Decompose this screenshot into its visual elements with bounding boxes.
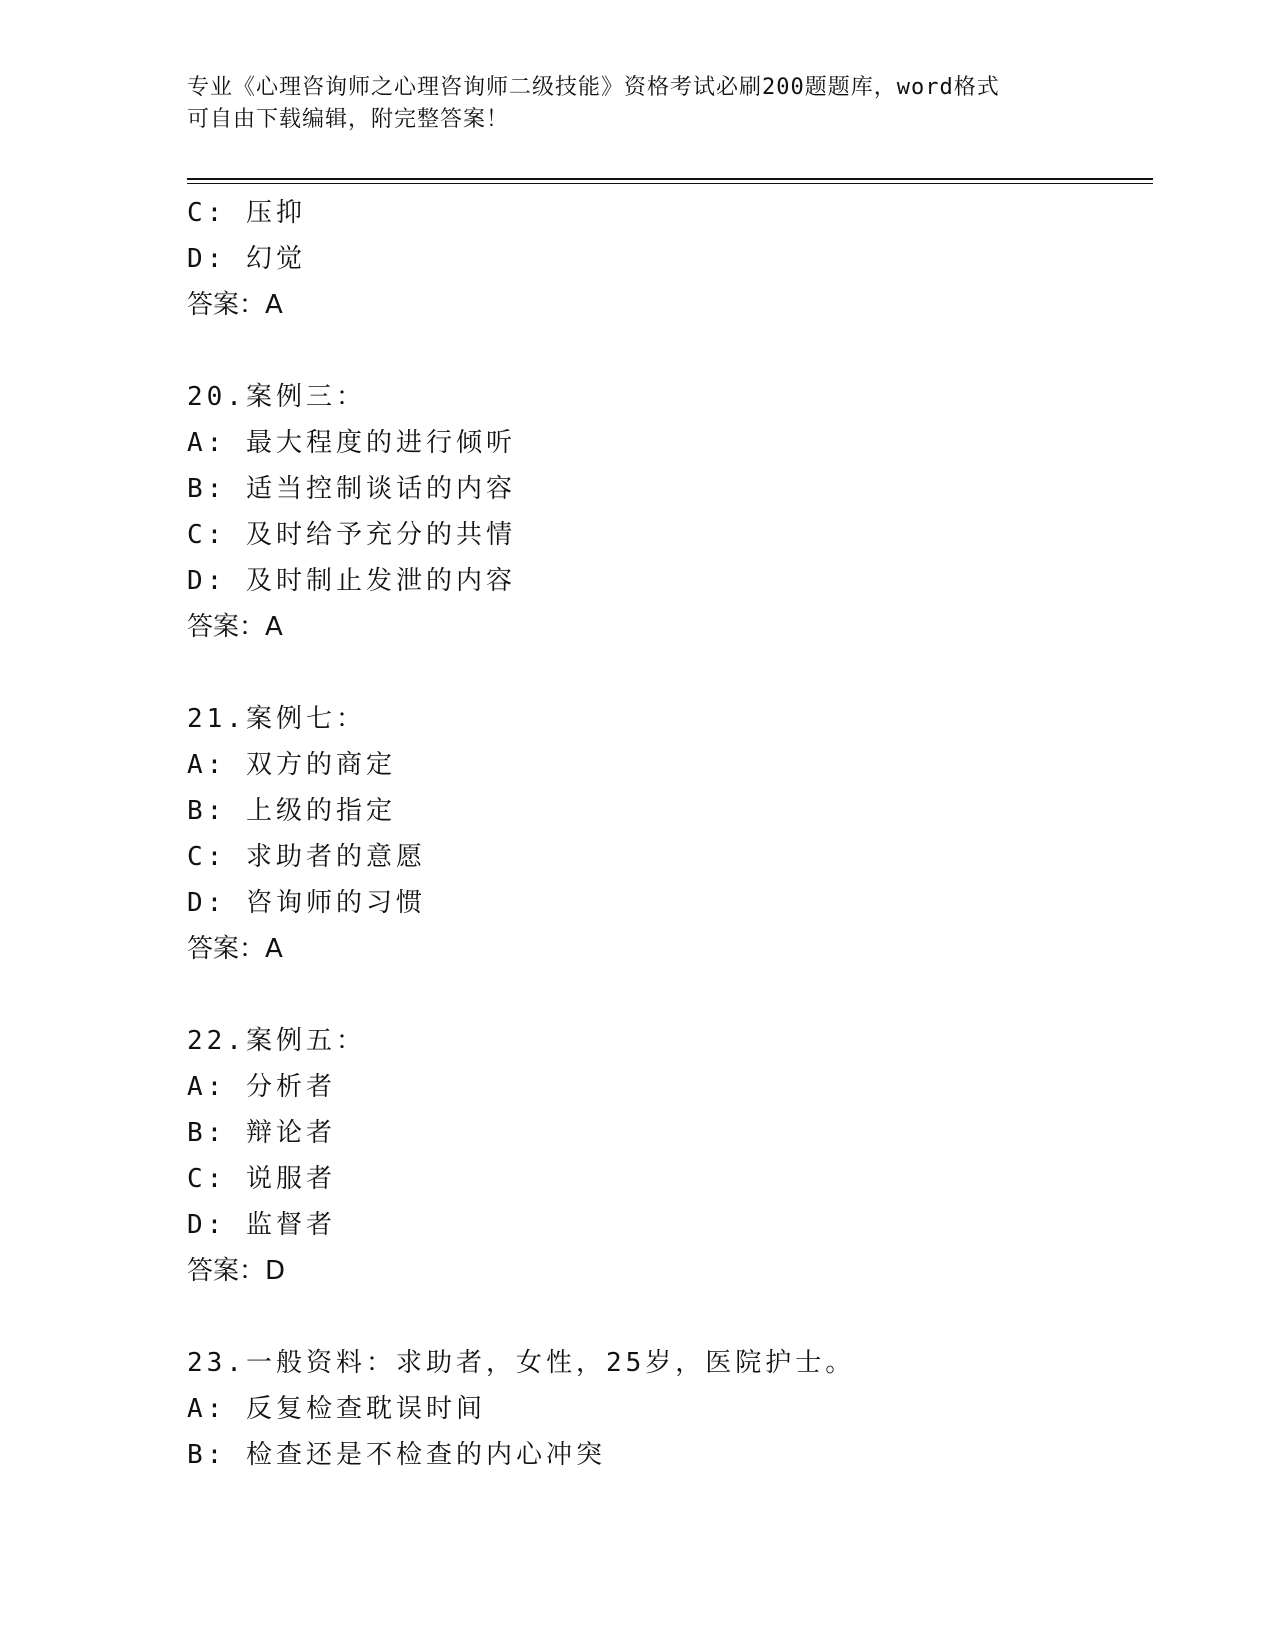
question-block [187,1018,1147,1294]
question-block [187,696,1147,972]
option-d: D: 幻觉 [187,244,306,274]
option-d: D: 监督者 [187,1210,336,1240]
answer-line: 答案：A [187,290,283,320]
option-b: B: 适当控制谈话的内容 [187,474,516,504]
option-a: A: 分析者 [187,1072,336,1102]
spacer [187,972,1147,1018]
question-title: 20.案例三： [187,382,366,412]
document-header [187,72,1077,136]
option-b: B: 检查还是不检查的内心冲突 [187,1440,606,1470]
header-divider-thick [187,178,1153,180]
option-a: A: 双方的商定 [187,750,396,780]
spacer [187,1294,1147,1340]
answer-line: 答案：D [187,1256,286,1286]
question-title: 22.案例五： [187,1026,366,1056]
header-line-1: 专业《心理咨询师之心理咨询师二级技能》资格考试必刷200题题库，word格式 [187,75,1000,100]
option-a: A: 反复检查耽误时间 [187,1394,486,1424]
question-title: 21.案例七： [187,704,366,734]
option-a: A: 最大程度的进行倾听 [187,428,516,458]
question-block [187,1340,1147,1478]
option-c: C: 压抑 [187,198,306,228]
answer-line: 答案：A [187,934,283,964]
question-list [187,190,1147,1478]
option-c: C: 说服者 [187,1164,336,1194]
header-divider-thin [187,183,1153,184]
option-b: B: 辩论者 [187,1118,336,1148]
question-block [187,374,1147,650]
option-c: C: 求助者的意愿 [187,842,426,872]
answer-line: 答案：A [187,612,283,642]
option-b: B: 上级的指定 [187,796,396,826]
option-c: C: 及时给予充分的共情 [187,520,516,550]
question-title: 23.一般资料：求助者，女性，25岁，医院护士。 [187,1348,856,1378]
option-d: D: 及时制止发泄的内容 [187,566,516,596]
question-block [187,190,1147,328]
header-line-2: 可自由下载编辑，附完整答案！ [187,107,510,132]
spacer [187,328,1147,374]
option-d: D: 咨询师的习惯 [187,888,426,918]
spacer [187,650,1147,696]
